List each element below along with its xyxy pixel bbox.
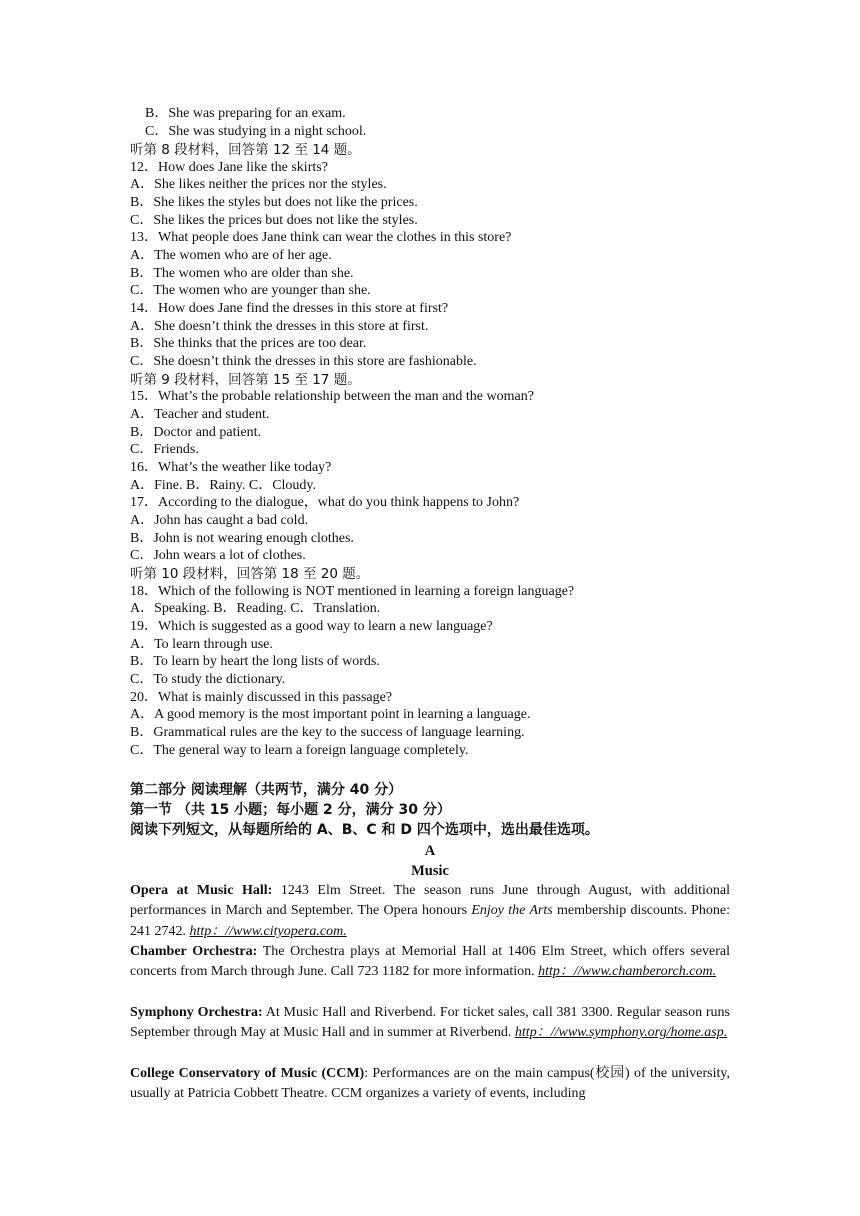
- symphony-label: Symphony Orchestra:: [130, 1005, 263, 1020]
- part2-heading: 第二部分 阅读理解（共两节，满分 40 分）: [130, 782, 403, 798]
- question-line: A．A good memory is the most important point in learning a language.: [130, 707, 531, 722]
- question-line: 13．What people does Jane think can wear the clothes in this store?: [130, 230, 512, 245]
- question-line: A．She likes neither the prices nor the styles.: [130, 177, 387, 192]
- question-line: 18．Which of the following is NOT mentioned in learning a foreign language?: [130, 584, 575, 599]
- question-line: C．She likes the prices but does not like the styles.: [130, 213, 418, 228]
- question-line: A．She doesn’t think the dresses in this store at first.: [130, 319, 429, 334]
- symphony-paragraph: [130, 1003, 730, 1044]
- question-line: 17．According to the dialogue，what do you think happens to John?: [130, 495, 520, 510]
- question-line: B．The women who are older than she.: [130, 266, 354, 281]
- question-line: B．Doctor and patient.: [130, 425, 262, 440]
- passage-letter: A: [424, 843, 436, 859]
- question-line: A．Speaking. B．Reading. C．Translation.: [130, 601, 381, 616]
- opera-label: Opera at Music Hall:: [130, 883, 273, 898]
- ccm-paragraph: [130, 1064, 730, 1105]
- question-line: A．Fine. B．Rainy. C．Cloudy.: [130, 478, 317, 493]
- chamber-link[interactable]: http：//www.chamberorch.com.: [538, 964, 717, 980]
- opera-text-2: membership discounts. Phone: 241 2742.: [130, 903, 730, 939]
- question-line: A．John has caught a bad cold.: [130, 513, 309, 528]
- opera-text-1: 1243 Elm Street. The season runs June through August, with additional performances in March and September. The Opera honours: [130, 883, 730, 919]
- ccm-label-abbr: (CCM): [317, 1066, 365, 1081]
- chamber-label: Chamber Orchestra:: [130, 944, 258, 959]
- section-instruction: 听第 9 段材料，回答第 15 至 17 题。: [130, 372, 361, 388]
- opera-italic: Enjoy the Arts: [471, 903, 553, 919]
- question-line: 15．What’s the probable relationship between the man and the woman?: [130, 389, 534, 404]
- question-line: C．John wears a lot of clothes.: [130, 548, 306, 563]
- reading-instruction: 阅读下列短文，从每题所给的 A、B、C 和 D 四个选项中，选出最佳选项。: [130, 822, 599, 838]
- question-line: 14．How does Jane find the dresses in this store at first?: [130, 301, 449, 316]
- ccm-label: College Conservatory of Music: [130, 1066, 318, 1081]
- question-line: C．The general way to learn a foreign language completely.: [130, 743, 469, 758]
- section-instruction: 听第 8 段材料，回答第 12 至 14 题。: [130, 142, 361, 158]
- question-line: C．The women who are younger than she.: [130, 283, 371, 298]
- question-line: 16．What’s the weather like today?: [130, 460, 332, 475]
- ccm-text: : Performances are on the main campus(校园) of the university, usually at Patricia Cobbett Theatre. CCM organizes a variety of events, including: [130, 1066, 730, 1102]
- symphony-link[interactable]: http：//www.symphony.org/home.asp.: [514, 1025, 728, 1041]
- question-line: A．To learn through use.: [130, 637, 273, 652]
- question-line: B．John is not wearing enough clothes.: [130, 531, 354, 546]
- section-instruction: 听第 10 段材料，回答第 18 至 20 题。: [130, 566, 370, 582]
- question-line: B．She was preparing for an exam.: [145, 106, 346, 121]
- question-line: A．The women who are of her age.: [130, 248, 332, 263]
- question-line: 12．How does Jane like the skirts?: [130, 160, 328, 175]
- question-line: C．She doesn’t think the dresses in this store are fashionable.: [130, 354, 477, 369]
- question-line: B．She thinks that the prices are too dear.: [130, 336, 367, 351]
- opera-paragraph: [130, 881, 730, 942]
- question-line: 20．What is mainly discussed in this passage?: [130, 690, 393, 705]
- question-line: A．Teacher and student.: [130, 407, 270, 422]
- symphony-text: At Music Hall and Riverbend. For ticket sales, call 381 3300. Regular season runs September through May at Music Hall and in summer at Riverbend.: [130, 1005, 730, 1041]
- chamber-paragraph: [130, 942, 730, 983]
- question-line: B．She likes the styles but does not like the prices.: [130, 195, 418, 210]
- question-line: B．Grammatical rules are the key to the success of language learning.: [130, 725, 525, 740]
- opera-link[interactable]: http：//www.cityopera.com.: [189, 923, 347, 939]
- passage-title: Music: [411, 863, 449, 879]
- question-line: C．Friends.: [130, 442, 199, 457]
- question-line: 19．Which is suggested as a good way to learn a new language?: [130, 619, 493, 634]
- question-line: C．To study the dictionary.: [130, 672, 286, 687]
- chamber-text: The Orchestra plays at Memorial Hall at 1406 Elm Street, which offers several concerts from March through June. Call 723 1182 for more information.: [130, 944, 730, 980]
- question-line: C．She was studying in a night school.: [145, 124, 367, 139]
- question-line: B．To learn by heart the long lists of words.: [130, 654, 380, 669]
- section1-heading: 第一节 （共 15 小题；每小题 2 分，满分 30 分）: [130, 802, 451, 818]
